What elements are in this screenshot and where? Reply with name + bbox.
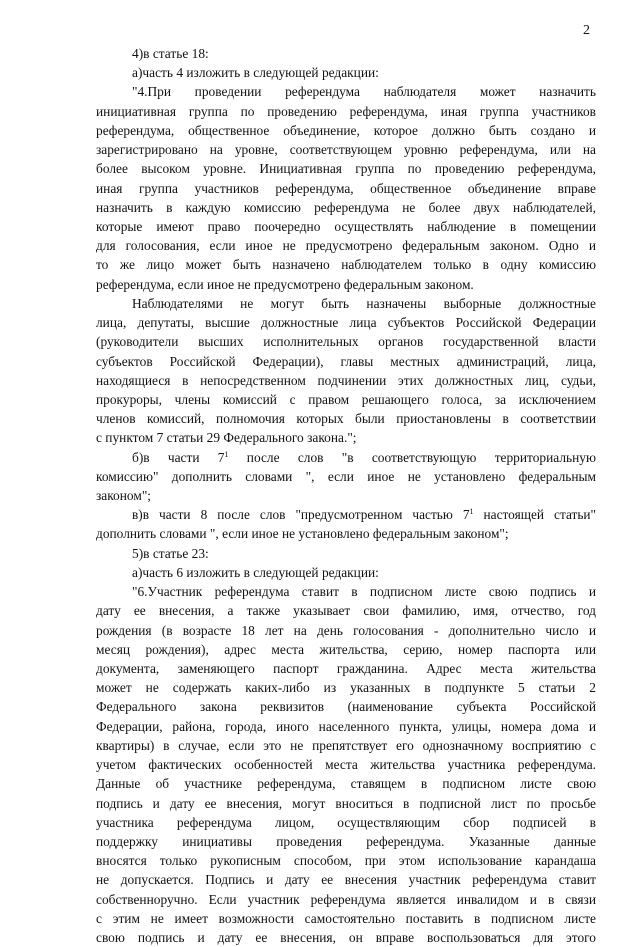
superscript: 1 [469, 507, 474, 517]
text-line: 4)в статье 18: [132, 46, 209, 61]
text-line: документа, заменяющего паспорт гражданина. Адрес места жительства [96, 661, 596, 676]
text-line: референдума, если иное не предусмотрено федеральным законом. [96, 276, 474, 292]
text-line: более высоком уровне. Инициативная группа по проведению референдума, [96, 161, 596, 177]
text-segment: б)в части 7 [132, 449, 225, 465]
text-line: участника референдума лицом, осуществляющим сбор подписей в [96, 814, 596, 830]
text-line: дату ее внесения, а также указывает свои фамилию, имя, отчество, год [96, 603, 596, 619]
text-line: а)часть 4 изложить в следующей редакции: [132, 65, 379, 81]
text-line: 5)в статье 23: [132, 545, 209, 561]
text-line: иная группа участников референдума, общественное объединение вправе [96, 180, 596, 196]
text-line: поддержку инициативы проведения референдума. Указанные данные [96, 833, 596, 849]
text-line: зарегистрировано на уровне, соответствующем уровню референдума, или на [96, 142, 596, 158]
text-line: лица, депутаты, высшие должностные лица субъектов Российской Федерации [96, 315, 596, 331]
text-line: а)часть 6 изложить в следующей редакции: [132, 564, 379, 580]
text-line: не допускается. Подпись и дату ее внесения участник референдума ставит [96, 872, 596, 888]
text-line: рождения (в возрасте 18 лет на день голосования - дополнительно число и [96, 622, 596, 638]
text-line: квартиры) в случае, если это не препятствует его однозначному восприятию с [96, 737, 596, 753]
text-line: прокуроры, члены комиссий с правом решающего голоса, за исключением [96, 391, 596, 407]
text-line: с пунктом 7 статьи 29 Федерального закона."; [96, 430, 357, 446]
text-line [96, 448, 596, 467]
text-line: то же лицо может быть назначено наблюдателем только в одну комиссию [96, 257, 596, 273]
text-line: инициативная группа по проведению референдума, иная группа участников [96, 103, 596, 119]
document-body [96, 44, 596, 947]
text-line: Федерации, района, города, иного населенного пункта, улицы, номера дома и [96, 718, 596, 734]
text-line: членов комиссий, полномочия которых были приостановлены в соответствии [96, 411, 596, 427]
text-line: Наблюдателями не могут быть назначены выборные должностные [132, 295, 596, 311]
text-line: находящиеся в непосредственном подчинении этих должностных лиц, судьи, [96, 372, 596, 388]
text-line: для голосования, если иное не предусмотрено федеральным законом. Одно и [96, 238, 596, 254]
text-line: комиссию" дополнить словами ", если иное не установлено федеральным [96, 468, 596, 484]
text-line: учетом фактических особенностей места жительства участника референдума. [96, 757, 596, 773]
superscript: 1 [224, 449, 229, 459]
text-line: с этим не имеет возможности самостоятельно поставить в подписном листе [96, 910, 596, 926]
text-line: дополнить словами ", если иное не установлено федеральным законом"; [96, 526, 509, 542]
text-line: вносятся только рукописным способом, при этом использование карандаша [96, 853, 596, 869]
text-segment: после слов "в соответствующую территориальную [228, 449, 596, 465]
text-line: законом"; [96, 488, 152, 504]
text-line: Данные об участнике референдума, ставящем в подписном листе свою [96, 776, 596, 792]
text-segment: в)в части 8 после слов "предусмотренном частью 7 [132, 507, 470, 523]
page-number: 2 [583, 23, 590, 38]
text-line: Федерального закона реквизитов (наименование субъекта Российской [96, 699, 596, 715]
text-line: собственноручно. Если участник референдума является инвалидом и в связи [96, 891, 596, 907]
text-line: подпись и дату ее внесения, могут вноситься в подписной лист по просьбе [96, 795, 596, 811]
text-line [96, 505, 596, 524]
text-line: (руководители высших исполнительных органов государственной власти [96, 334, 596, 350]
text-line: "6.Участник референдума ставит в подписном листе свою подпись и [132, 584, 596, 600]
text-line: которые имеют право поочередно осуществлять наблюдение в помещении [96, 218, 596, 234]
text-line: может не содержать каких-либо из указанных в подпункте 5 статьи 2 [96, 680, 596, 696]
text-line: свою подпись и дату ее внесения, он вправе воспользоваться для этого [96, 930, 596, 946]
text-line: субъектов Российской Федерации), главы местных администраций, лица, [96, 353, 596, 369]
text-line: "4.При проведении референдума наблюдателя может назначить [132, 84, 596, 100]
text-segment: настоящей статьи" [473, 507, 596, 523]
text-line: месяц рождения), адрес места жительства, серию, номер паспорта или [96, 641, 596, 657]
text-line: назначить в каждую комиссию референдума не более двух наблюдателей, [96, 199, 596, 215]
text-line: референдума, общественное объединение, которое должно быть создано и [96, 122, 596, 138]
